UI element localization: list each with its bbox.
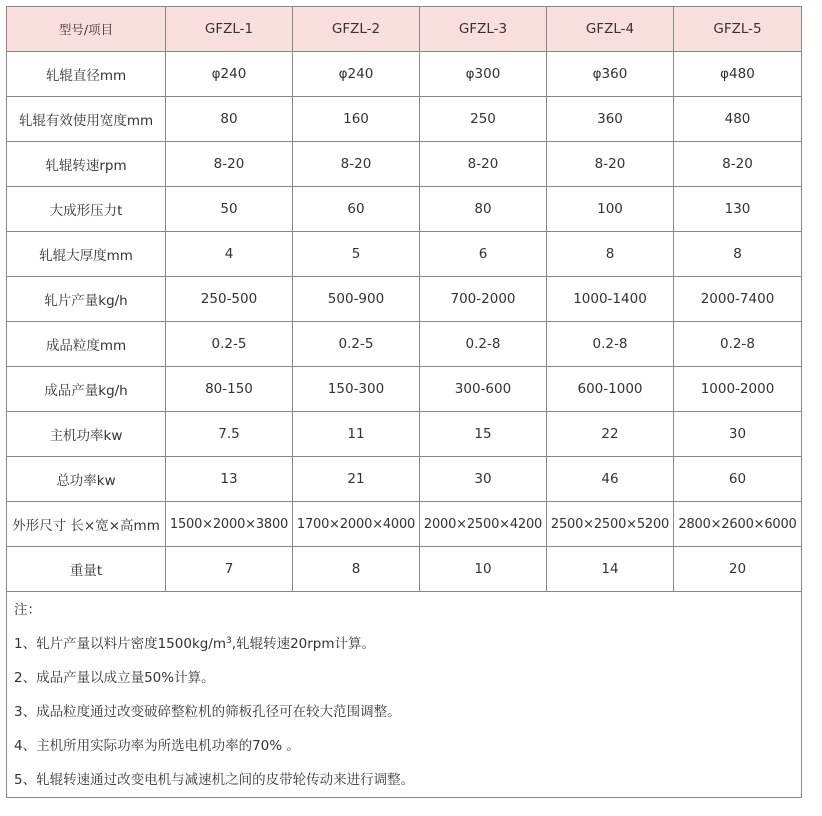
spec-table [6,6,802,798]
table-cell: 600-1000 [547,367,674,412]
table-cell: φ360 [547,52,674,97]
row-label: 轧辊转速rpm [7,142,166,187]
row-label: 轧辊有效使用宽度mm [7,97,166,142]
table-cell: 1000-2000 [674,367,802,412]
table-cell: 22 [547,412,674,457]
row-label: 轧辊大厚度mm [7,232,166,277]
header-row [7,7,802,52]
table-cell: φ480 [674,52,802,97]
table-row [7,187,802,232]
table-row [7,412,802,457]
table-cell: 480 [674,97,802,142]
note-1-text: 1、轧片产量以料片密度1500kg/m [14,636,227,652]
row-label: 主机功率kw [7,412,166,457]
table-cell: 80 [166,97,293,142]
table-cell: 360 [547,97,674,142]
table-cell: 20 [674,547,802,592]
notes-cell [7,592,802,798]
row-label: 重量t [7,547,166,592]
table-cell: 2000-7400 [674,277,802,322]
table-cell: 8-20 [293,142,420,187]
table-cell: 8-20 [166,142,293,187]
note-5: 5、轧辊转速通过改变电机与减速机之间的皮带轮传动来进行调整。 [14,772,415,788]
table-cell: 13 [166,457,293,502]
table-cell: 500-900 [293,277,420,322]
header-cell-label: 型号/项目 [7,7,166,52]
header-cell-model: GFZL-1 [166,7,293,52]
table-cell: 250 [420,97,547,142]
note-3: 3、成品粒度通过改变破碎整粒机的筛板孔径可在较大范围调整。 [14,704,401,720]
table-cell: 4 [166,232,293,277]
table-cell: 7 [166,547,293,592]
note-4: 4、主机所用实际功率为所选电机功率的70% 。 [14,738,300,754]
table-cell: 60 [674,457,802,502]
row-label: 轧片产量kg/h [7,277,166,322]
row-label: 大成形压力t [7,187,166,232]
table-cell: 5 [293,232,420,277]
table-cell: 8-20 [547,142,674,187]
table-cell: 30 [420,457,547,502]
row-label: 总功率kw [7,457,166,502]
table-cell: 8 [674,232,802,277]
table-cell: 46 [547,457,674,502]
table-cell: 0.2-8 [420,322,547,367]
table-cell: 130 [674,187,802,232]
table-cell: 80 [420,187,547,232]
table-cell: 2000×2500×4200 [420,502,547,547]
table-cell: 1500×2000×3800 [166,502,293,547]
table-cell: 11 [293,412,420,457]
table-cell: φ240 [166,52,293,97]
header-cell-model: GFZL-4 [547,7,674,52]
table-cell: 150-300 [293,367,420,412]
table-cell: 0.2-5 [166,322,293,367]
table-cell: φ300 [420,52,547,97]
table-cell: 15 [420,412,547,457]
table-row [7,52,802,97]
table-cell: 250-500 [166,277,293,322]
table-row [7,547,802,592]
table-cell: 300-600 [420,367,547,412]
table-body [7,52,802,592]
table-cell: φ240 [293,52,420,97]
note-2: 2、成品产量以成立量50%计算。 [14,670,215,686]
table-cell: 2800×2600×6000 [674,502,802,547]
table-cell: 10 [420,547,547,592]
table-row [7,502,802,547]
table-cell: 160 [293,97,420,142]
table-row [7,142,802,187]
table-cell: 0.2-8 [547,322,674,367]
table-cell: 30 [674,412,802,457]
table-cell: 8 [547,232,674,277]
table-row [7,97,802,142]
header-cell-model: GFZL-5 [674,7,802,52]
table-cell: 50 [166,187,293,232]
table-cell: 0.2-8 [674,322,802,367]
note-1 [14,636,801,653]
table-cell: 1000-1400 [547,277,674,322]
table-row [7,277,802,322]
table-row [7,232,802,277]
table-cell: 14 [547,547,674,592]
row-label: 成品产量kg/h [7,367,166,412]
table-cell: 100 [547,187,674,232]
notes-title: 注： [14,602,41,618]
note-1-text-end: ,轧辊转速20rpm计算。 [231,636,376,652]
table-cell: 2500×2500×5200 [547,502,674,547]
table-cell: 60 [293,187,420,232]
table-cell: 8 [293,547,420,592]
row-label: 外形尺寸 长×宽×高mm [7,502,166,547]
table-cell: 8-20 [674,142,802,187]
header-cell-model: GFZL-3 [420,7,547,52]
table-row [7,322,802,367]
note-1-superscript: 3 [226,636,232,646]
table-cell: 700-2000 [420,277,547,322]
table-cell: 0.2-5 [293,322,420,367]
row-label: 成品粒度mm [7,322,166,367]
table-cell: 8-20 [420,142,547,187]
row-label: 轧辊直径mm [7,52,166,97]
table-cell: 80-150 [166,367,293,412]
table-row [7,457,802,502]
table-cell: 21 [293,457,420,502]
header-cell-model: GFZL-2 [293,7,420,52]
table-cell: 1700×2000×4000 [293,502,420,547]
table-cell: 7.5 [166,412,293,457]
table-cell: 6 [420,232,547,277]
notes-row [7,592,802,798]
table-row [7,367,802,412]
